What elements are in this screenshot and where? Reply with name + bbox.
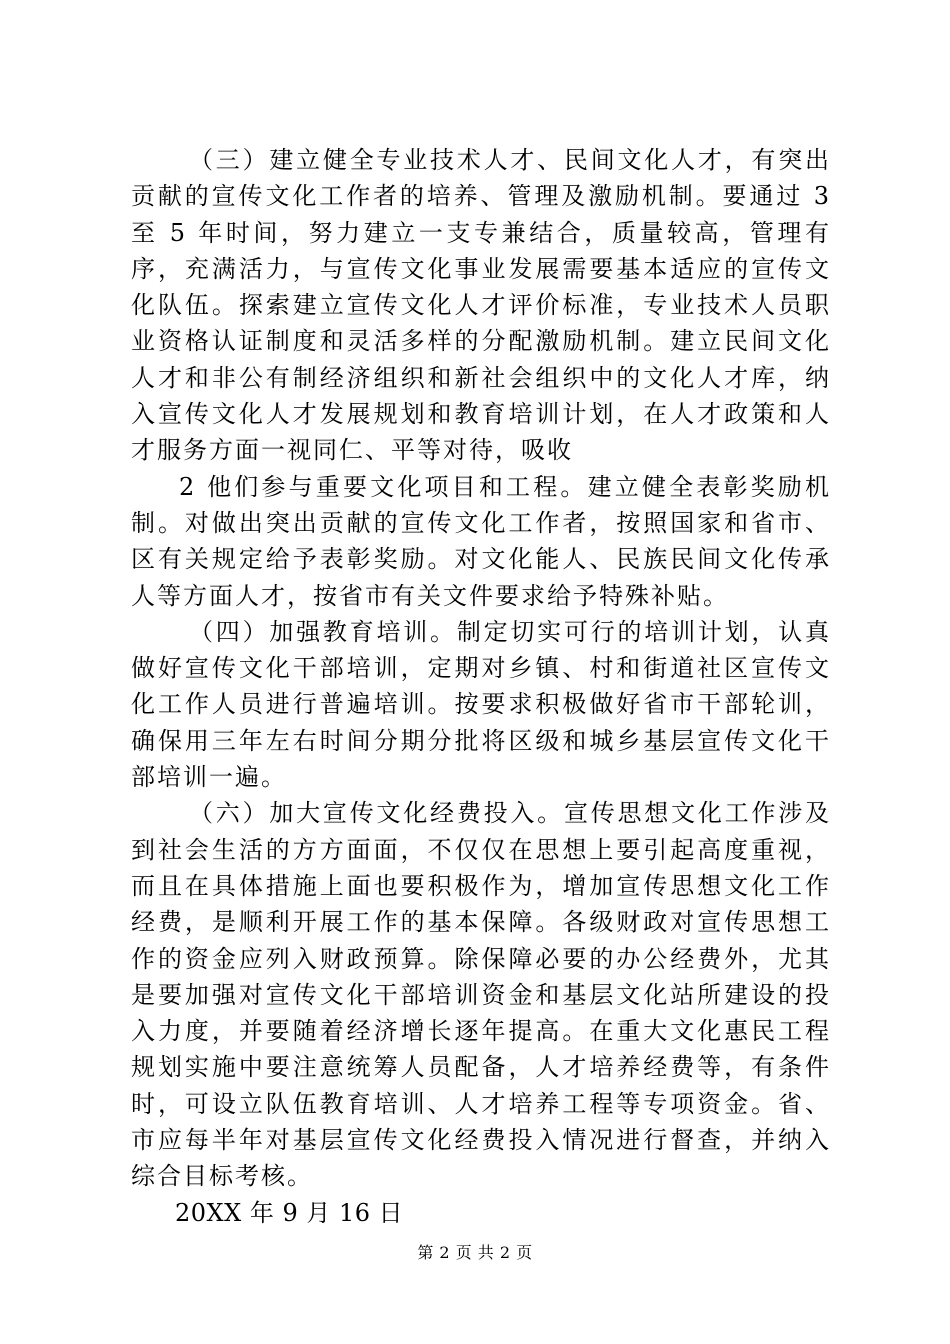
paragraph-awards: 2 他们参与重要文化项目和工程。建立健全表彰奖励机制。对做出突出贡献的宣传文化工作者，按照国家和省市、区有关规定给予表彰奖励。对文化能人、民族民间文化传承人等方面人才，按省市有关文件要求给予特殊补贴。 bbox=[131, 472, 831, 610]
document-date: 20XX 年 9 月 16 日 bbox=[175, 1198, 404, 1227]
paragraph-talent-mechanism: （三）建立健全专业技术人才、民间文化人才，有突出贡献的宣传文化工作者的培养、管理及激励机制。要通过 3 至 5 年时间，努力建立一支专兼结合，质量较高，管理有序，充满活力，与宣传文化事业发展需要基本适应的宣传文化队伍。探索建立宣传文化人才评价标准，专业技术人员职业资格认证制度和灵活多样的分配激励机制。建立民间文化人才和非公有制经济组织和新社会组织中的文化人才库，纳入宣传文化人才发展规划和教育培训计划，在人才政策和人才服务方面一视同仁、平等对待，吸收 bbox=[131, 146, 831, 465]
paragraph-funding: （六）加大宣传文化经费投入。宣传思想文化工作涉及到社会生活的方方面面，不仅仅在思想上要引起高度重视，而且在具体措施上面也要积极作为，增加宣传思想文化工作经费，是顺利开展工作的基本保障。各级财政对宣传思想工作的资金应列入财政预算。除保障必要的办公经费外，尤其是要加强对宣传文化干部培训资金和基层文化站所建设的投入力度，并要随着经济增长逐年提高。在重大文化惠民工程规划实施中要注意统筹人员配备，人才培养经费等，有条件时，可设立队伍教育培训、人才培养工程等专项资金。省、市应每半年对基层宣传文化经费投入情况进行督查，并纳入综合目标考核。 bbox=[131, 799, 831, 1191]
page-footer: 第 2 页 共 2 页 bbox=[417, 1243, 533, 1262]
paragraph-training: （四）加强教育培训。制定切实可行的培训计划，认真做好宣传文化干部培训，定期对乡镇、村和街道社区宣传文化工作人员进行普遍培训。按要求积极做好省市干部轮训，确保用三年左右时间分期分批将区级和城乡基层宣传文化干部培训一遍。 bbox=[131, 617, 831, 792]
document-body bbox=[131, 142, 831, 1231]
